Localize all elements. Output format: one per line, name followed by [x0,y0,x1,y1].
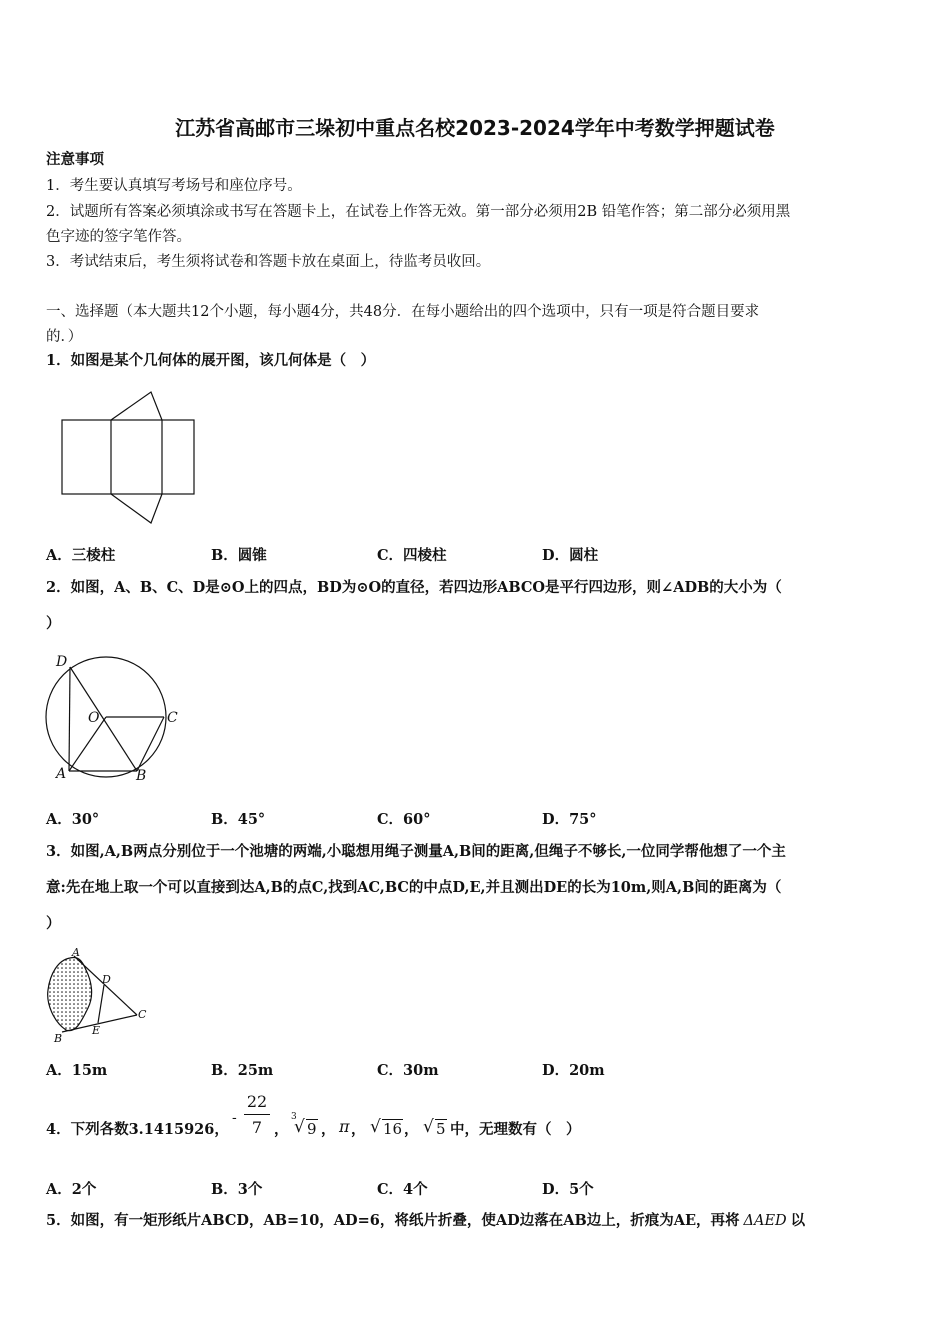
q3-option-a[interactable]: A．15m [46,1062,108,1079]
notice-item-2-cont: 色字迹的签字笔作答。 [46,229,191,245]
label-o: O [88,710,100,726]
label-b: B [54,1032,63,1045]
q4-radical-sign-3: √ [423,1117,434,1137]
q5-stem [46,1211,908,1231]
q3-option-b[interactable]: B．25m [211,1062,274,1079]
label-d: D [102,973,111,986]
notice-item-1: 1．考生要认真填写考场号和座位序号。 [46,178,302,194]
q4-sep-2: ， [321,1121,336,1138]
q4-negative-sign: - [232,1110,237,1126]
q3-option-d[interactable]: D．20m [542,1062,605,1079]
q3-stem-line2: 意:先在地上取一个可以直接到达A,B的点C,找到AC,BC的中点D,E,并且测出DE的长为10m,则A,B间的距离为（ [46,879,782,896]
q4-sqrt16-radicand: 16 [383,1120,403,1138]
q2-option-a[interactable]: A．30° [46,811,100,828]
section-heading-line1: 一、选择题（本大题共12个小题，每小题4分，共48分．在每小题给出的四个选项中，只有一项是符合题目要求 [46,304,760,320]
notice-item-2: 2．试题所有答案必须填涂或书写在答题卡上，在试卷上作答无效。第一部分必须用2B 铅笔作答；第二部分必须用黑 [46,204,791,220]
q1-net-figure [55,385,205,530]
q4-frac-denominator: 7 [251,1118,263,1137]
q4-pi: π [339,1117,350,1136]
q1-option-c[interactable]: C．四棱柱 [377,547,447,564]
q5-stem-text: 5．如图，有一矩形纸片ABCD，AB=10，AD=6，将纸片折叠，使AD边落在AB边上，折痕为AE，再将 [46,1212,740,1229]
q4-option-d[interactable]: D．5个 [542,1181,594,1198]
notice-heading: 注意事项 [46,151,104,168]
q4-sep-1: ， [274,1121,289,1138]
label-b: B [136,768,147,784]
q1-option-d[interactable]: D．圆柱 [542,547,599,564]
q4-sep-3: ， [351,1121,366,1138]
label-d: D [56,654,68,670]
label-a: A [56,766,67,782]
q4-radical-sign-2: √ [370,1117,381,1137]
q3-pond-figure [40,946,155,1046]
q2-option-b[interactable]: B．45° [211,811,266,828]
q4-option-b[interactable]: B．3个 [211,1181,263,1198]
q4-frac-numerator: 22 [246,1092,268,1111]
q3-stem-line3: ） [46,915,61,932]
q1-stem: 1．如图是某个几何体的展开图，该几何体是（ ） [46,352,376,369]
q4-prefix: 4．下列各数3.1415926， [46,1121,229,1138]
q3-stem-line1: 3．如图,A,B两点分别位于一个池塘的两端,小聪想用绳子测量A,B间的距离,但绳子不够长,一位同学帮他想了一个主 [46,843,786,860]
q4-cbrt-radicand: 9 [307,1120,317,1138]
q4-cbrt-index: 3 [291,1112,297,1122]
q4-sqrt5-radicand: 5 [436,1120,446,1138]
label-e: E [92,1024,101,1037]
q4-stem [46,1092,908,1152]
q2-stem-line2: ） [46,615,61,632]
q3-option-c[interactable]: C．30m [377,1062,439,1079]
q5-stem-tail: 以 [790,1212,806,1229]
q2-option-c[interactable]: C．60° [377,811,431,828]
notice-item-3: 3．考试结束后，考生须将试卷和答题卡放在桌面上，待监考员收回。 [46,254,491,270]
page-title: 江苏省高邮市三垛初中重点名校2023-2024学年中考数学押题试卷 [175,116,775,140]
q1-option-a[interactable]: A．三棱柱 [46,547,116,564]
q2-option-d[interactable]: D．75° [542,811,597,828]
q1-option-b[interactable]: B．圆锥 [211,547,267,564]
label-c: C [138,1008,147,1021]
q4-frac-bar [244,1114,270,1115]
label-c: C [167,710,178,726]
q2-stem-line1: 2．如图，A、B、C、D是⊙O上的四点，BD为⊙O的直径，若四边形ABCO是平行四边形，则∠ADB的大小为（ [46,579,782,596]
q4-option-c[interactable]: C．4个 [377,1181,428,1198]
label-a: A [72,946,80,959]
q5-triangle-aed: ΔAED [743,1213,787,1229]
q4-radical-sign-1: √ [294,1117,305,1137]
q4-option-a[interactable]: A．2个 [46,1181,97,1198]
q4-suffix: 中，无理数有（ ） [450,1121,581,1138]
q2-circle-figure [40,650,185,790]
section-heading-line2: 的．） [46,329,83,345]
q4-sep-4: ， [404,1121,419,1138]
